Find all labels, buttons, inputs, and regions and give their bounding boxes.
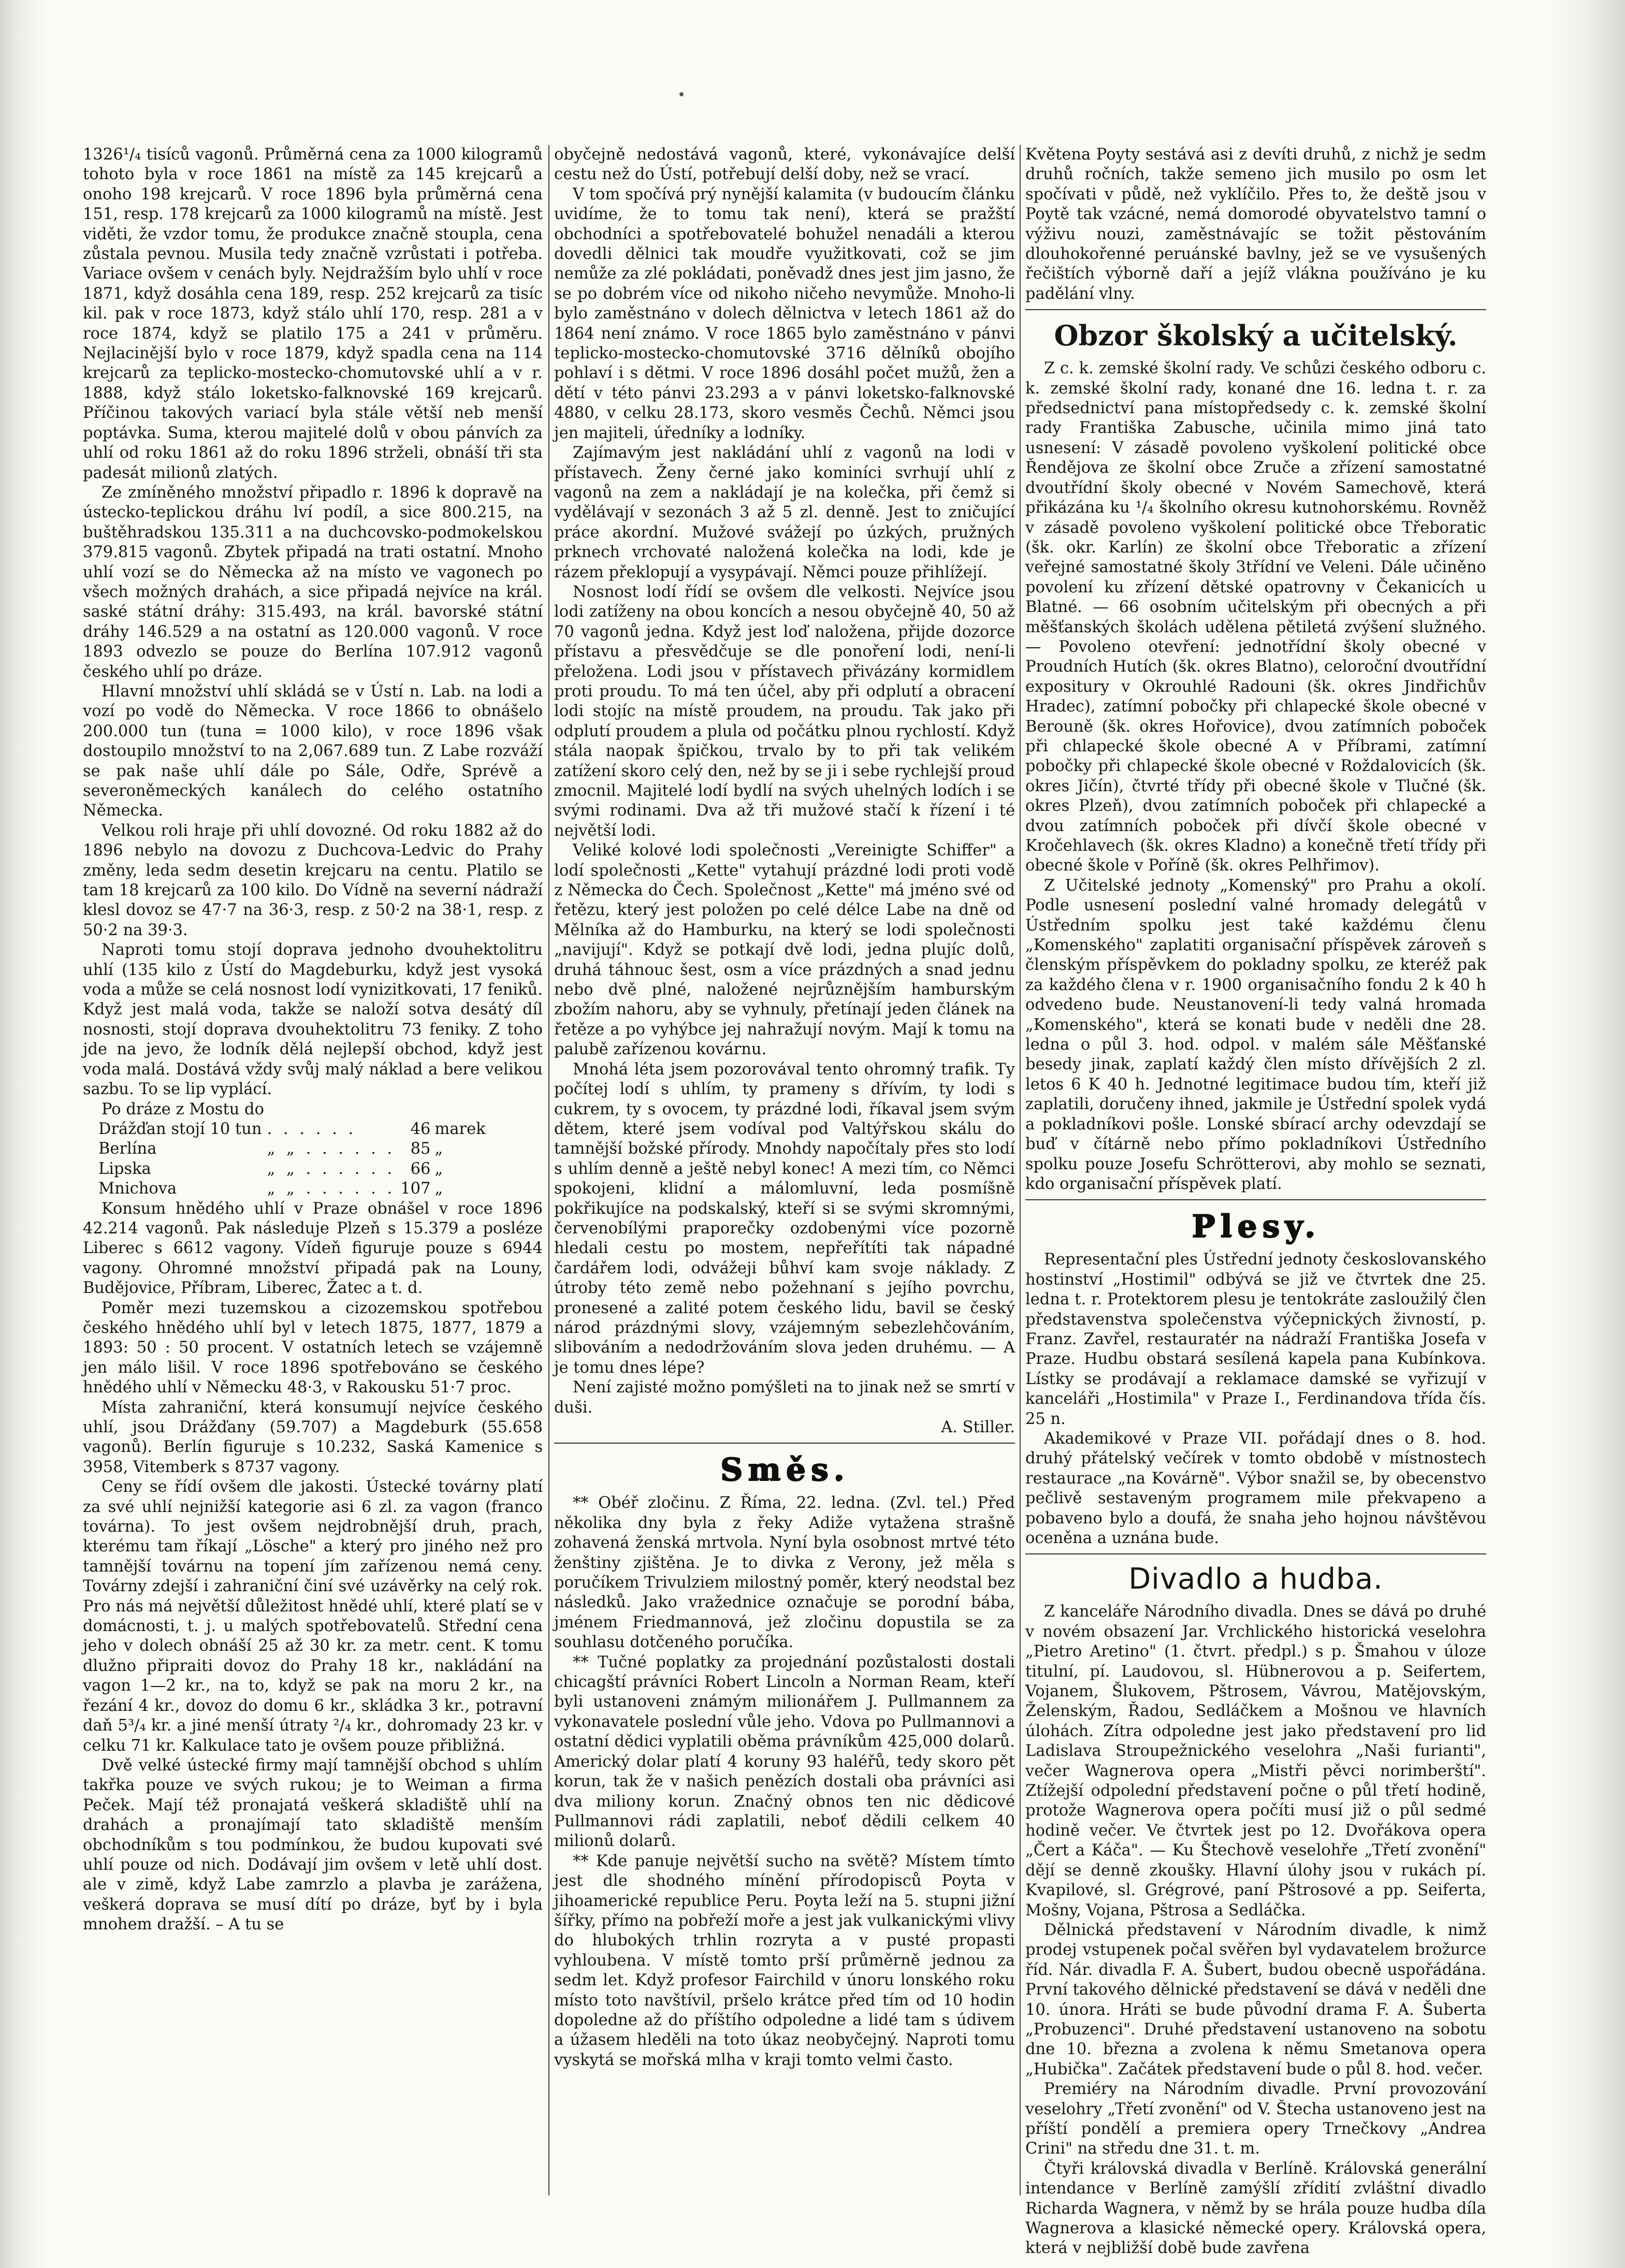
tariff-unit: „ (434, 1159, 443, 1178)
tariff-value: 46 (410, 1120, 431, 1138)
tariff-row (98, 1179, 486, 1199)
article-paragraph: Zajímavým jest nakládání uhlí z vagonů na lodi v přístavech. Ženy černé jako kominíci svrhují uhlí z vagonů na zem a nakládají je na kolečka, při čemž si vydělávají v sezonách 3 až 5 zl. denně. Jest to zničující práce akordní. Mužové svážejí po úzkých, pružných prknech vrchovaté naložená kolečka na lodi, kde je rázem překlopují a vysypávají. Němci pouze přihlížejí. (554, 444, 1015, 581)
tariff-row (98, 1120, 486, 1139)
column-rule-2 (1020, 145, 1021, 2196)
article-paragraph: Ceny se řídí ovšem dle jakosti. Ústecké továrny platí za své uhlí nejnižší kategorie asi 6 zl. za vagon (franco továrna). To jest ovšem nejdrobnější druh, prach, kterému tam říkají „Lösche" a který pro jiného než pro tamnější továrnu na topení jím zařízenou nemá ceny. Továrny zdejší i zahraniční činí své uzávěrky na celý rok. Pro nás má největší důležitost hnědé uhlí, které platí se v domácnosti, t. j. u malých spotřebovatelů. Střední cena jeho v dolech obnáší 25 až 30 kr. za metr. cent. K tomu dlužno připraiti dovoz do Prahy 18 kr., nakládání na vagon 1—2 kr., na to, když se pak na moru 2 kr., na řezání 4 kr., dovoz do domu 6 kr., skládka 3 kr., potravní daň 5³/₄ kr. a jiné menší útraty ²/₄ kr., dohromady 23 kr. v celku 71 kr. Kalkulace tato je ovšem pouze přibližná. (83, 1478, 543, 1755)
article-paragraph: Nosnost lodí řídí se ovšem dle velkosti. Nejvíce jsou lodi zatíženy na obou koncích a nesou obyčejně 40, 50 až 70 vagonů jedna. Když jest loď naložena, přijde dozorce přístavu a přesvědčuje se dle ponoření lodi, není-li přeložena. Lodi jsou v přístavech přivázány kormidlem proti proudu. To má ten účel, aby při odplutí a obracení lodi stojíc na místě proudem, na proudu. Tak jako při odplutí proudem a plula od počátku plnou rychlostí. Když stála naopak špičkou, trvalo by to při tak velikém zatížení skoro celý den, než by se ji i sebe rychlejší proud zmocnil. Majitelé lodí bydlí na svých uhelných lodích i se svými rodinami. Dva až tři mužové stačí k řízení i té největší lodi. (554, 583, 1015, 840)
article-paragraph: Ze zmíněného množství připadlo r. 1896 k dopravě na ústecko-teplickou dráhu lví podíl, a sice 800.215, na buštěhradskou 135.311 a na duchcovsko-podmokelskou 379.815 vagonů. Zbytek připadá na trati ostatní. Mnoho uhlí vozí se do Německa až na místo ve vagonech po všech možných drahách, a sice připadá nejvíce na král. saské státní dráhy: 315.493, na král. bavorské státní dráhy 146.529 a na ostatní as 120.000 vagonů. V roce 1893 odvezlo se pouze do Berlína 107.912 vagonů českého uhlí po dráze. (83, 483, 543, 681)
column-2 (554, 145, 1015, 2196)
news-item: ** Obéř zločinu. Z Říma, 22. ledna. (Zvl. tel.) Před několika dny byla z řeky Adiže vytažena strašně zohavená ženská mrtvola. Nyní byla osobnost mrtvé této ženštiny zjištěna. Je to divka z Verony, jež měla s poručíkem Trivulziem milostný poměr, který neodstal bez následků. Jako vražednice označuje se porodní bába, jménem Friedmannová, jež zločinu dopustila se za souhlasu dotčeného poručíka. (554, 1494, 1015, 1652)
tariff-dots: „ „ . . . . . . (267, 1159, 396, 1178)
tariff-place: Lipska (98, 1159, 151, 1178)
article-paragraph: Mnohá léta jsem pozorovával tento ohromný trafik. Ty počítej lodí s uhlím, ty prameny s dřívím, ty lodi s cukrem, ty s ovocem, ty prázdné lodi, říkaval jsem svým dětem, které jsem vodíval pod Valtýřskou skálu do tamnější božské přírody. Mnohdy napočítaly přes sto lodí s uhlím denně a ještě nebyl konec! A mezi tím, co Němci spokojeni, klidní a málomluvní, leda posmíšně pokřikujíce na podskalský, kteří si se svými skromnými, červenobílými praporečky ozdobenými více pozorně hledali cestu po mostem, nepřeřítíti tak nápadné čardářem lodi, odvážeji bůhví kam svoje náklady. Z útroby této země nebo požehnaní s jejího povrchu, pronesené a zalité potem českého lidu, bavil se český národ prázdnými slovy, vzájemným sebezlehčováním, slibováním a nedodržováním slova jeden druhému. — A je tomu dnes lépe? (554, 1060, 1015, 1377)
news-item: ** Kde panuje největší sucho na světě? Místem tímto jest dle shodného mínění přírodopisců Poyta v jihoamerické republice Peru. Poyta leží na 5. stupni jižní šířky, přímo na pobřeží moře a jest jak vulkanickými vlivy do hlubokých trhlin rozryta a v pusté propasti vyhloubena. V místě tomto prší průměrně jednou za sedm let. Když profesor Fairchild v únoru lonského roku místo toto navštívil, pršelo krátce před tím od 10 hodin dopoledne až do příštího odpoledne a lidé tam s údivem a úžasem hleděli na toto úkaz neobyčejný. Naproti tomu vyskytá se mořská mlha v kraji tomto velmi často. (554, 1852, 1015, 2069)
article-signature: A. Stiller. (941, 1418, 1015, 1436)
news-item: Premiéry na Národním divadle. První provozování veselohry „Třetí zvonění" od V. Štecha ustanoveno jest na příští pondělí a premiera opery Trnečkovy „Andrea Crini" na středu dne 31. t. m. (1025, 2080, 1486, 2158)
section-divider (1025, 1553, 1486, 1554)
tariff-dots: „ „ . . . . . . (267, 1180, 396, 1198)
section-heading-smes: Směs. (720, 1451, 849, 1488)
article-paragraph: obyčejně nedostává vagonů, které, vykonávajíce delší cestu než do Ústí, potřebují delší doby, než se vrací. (554, 146, 1015, 184)
news-item: Akademikové v Praze VII. pořádají dnes o 8. hod. druhý přátelský večírek v tomto obdobě v místnostech restaurace „na Kovárně". Výbor snažil se, by obecenstvo pečlivě sestaveným programem mile překvapeno a pobaveno bylo a doufá, že snaha jeho hojnou návštěvou oceněna a uznána bude. (1025, 1429, 1486, 1547)
section-divider (1025, 1199, 1486, 1200)
tariff-row (98, 1159, 486, 1179)
tariff-dots: . . . . . . (267, 1120, 357, 1138)
news-item: Representační ples Ústřední jednoty českoslovanského hostinství „Hostimil" odbývá se již ve čtvrtek dne 25. ledna t. r. Protektorem plesu je tentokráte zasloužilý člen představenstva společenstva výčepnických živností, p. Franz. Zavřel, restauratér na nádraží Františka Josefa v Praze. Hudbu obstará sesílená kapela pana Kubínkova. Lístky se prodávají a reklamace damské se vyřizují v kanceláři „Hostimila" v Praze I., Ferdinandova třída čís. 25 n. (1025, 1251, 1486, 1428)
tariff-place: Drážďan stojí 10 tun (98, 1120, 262, 1138)
article-paragraph: Není zajisté možno pomýšleti na to jinak než se smrtí v duši. (554, 1378, 1015, 1417)
tariff-intro: Po dráze z Mostu do (101, 1100, 264, 1118)
section-heading-obzor: Obzor školský a učitelský. (1054, 319, 1458, 353)
article-paragraph: Konsum hnědého uhlí v Praze obnášel v roce 1896 42.214 vagonů. Pak následuje Plzeň s 15.379 a posléze Liberec s 6612 vagony. Vídeň figuruje pouze s 6944 vagony. Ohromné množství připadá pak na Louny, Budějovice, Příbram, Liberec, Žatec a t. d. (83, 1199, 543, 1298)
section-divider (1025, 309, 1486, 310)
section-heading-plesy: Plesy. (1191, 1208, 1321, 1245)
article-paragraph: Veliké kolové lodi společnosti „Vereinigte Schiffer" a lodí společnosti „Kette" vytahují prázdné lodi proti vodě z Německa do Čech. Společnost „Kette" má jméno své od řetězu, který jest položen po celé délce Labe na dně od Mělníka až do Hamburku, na který se lodi společnosti „navijují". Když se potkají dvě lodi, jedna plujíc dolů, druhá táhnouc šest, osm a více prázdných a snad jednu nebo dvě plné, naložené nejrůznějším hamburským zbožím nahoru, aby se vyhnuly, přetínají jeden článek na řetěze a po vyhýbce jej nahražují novým. Mají k tomu na palubě zařízenou kovárnu. (554, 841, 1015, 1059)
tariff-table (98, 1120, 486, 1199)
page-speck (679, 92, 684, 96)
article-paragraph: Naproti tomu stojí doprava jednoho dvouhektolitru uhlí (135 kilo z Ústí do Magdeburku, když jest vysoká voda a může se celá nosnost lodí vynizitkovati, 17 feniků. Když jest malá voda, takže se naloží sotva desátý díl nosnosti, stojí doprava dvouhektolitru 73 feniky. Z toho jde na jevo, že lodník dělá nejlepší obchod, když jest voda malá. Dostává vždy svůj malý náklad a bere velikou sazbu. To se lip vyplácí. (83, 941, 543, 1099)
article-paragraph: 1326¹/₄ tisíců vagonů. Průměrná cena za 1000 kilogramů tohoto byla v roce 1861 na místě za 145 krejcarů a onoho 198 krejcarů. V roce 1896 byla průměrná cena 151, resp. 178 krejcarů za 1000 kilogramů na místě. Jest viděti, že vzdor tomu, že produkce značně stoupla, cena zůstala pevnou. Musila tedy značně vzrůstati i potřeba. Variace ovšem v cenách byly. Nejdražším bylo uhlí v roce 1871, když dosáhla cena 189, resp. 252 krejcarů za tisíc kil. pak v roce 1873, když stálo uhlí 170, resp. 281 a v roce 1874, když se platilo 175 a 241 v průměru. Nejlacinější bylo v roce 1879, když spadla cena na 114 krejcarů za teplicko-mostecko-chomutovské uhlí a v r. 1888, když stálo loketsko-falknovské 169 krejcarů. Příčinou takových variací byla stále větší neb menší poptávka. Suma, kterou majitelé dolů v obou pánvích za uhlí od roku 1861 až do roku 1896 strželi, obnáší tři sta padesát milionů zlatých. (83, 146, 543, 482)
news-item: Z c. k. zemské školní rady. Ve schůzi českého odboru c. k. zemské školní rady, konané dne 16. ledna t. r. za předsednictví pana místopředsedy c. k. zemské školní rady Františka Zabusche, učinila mimo jiná tato usnesení: V zásadě povoleno vyškolení politické obce Řendějova ze školní obce Zruče a zřízení samostatné dvoutřídní školy obecné v Novém Samechově, která přikázána ku ¹/₄ školního okresu kutnohorskému. Rovněž v zásadě povoleno vyškolení politické obce Třeboratic (šk. okr. Karlín) ze školní obce Třeboratic a zřízení veřejné samostatné školy 3třídní ve Veleni. Dále učiněno povolení ku zřízení dětské opatrovny v Čekanicích u Blatné. — 66 osobním učitelským při obecných a při měšťanských školách udělena pětiletá zvýšení služného. — Povoleno otevření: jednotřídní školy obecné v Proudních Hutích (šk. okres Blatno), celoroční dvoutřídní expositury v Okrouhlé Radouni (šk. okres Jindřichův Hradec), zatímní pobočky při chlapecké škole obecné v Berouně (šk. okres Hořovice), dvou zatímních poboček při chlapecké škole obecné A v Příbrami, zatímní pobočky při chlapecké škole obecné v Roždalovicích (šk. okres Jičín), čtvrté třídy při obecné škole v Tlučné (šk. okres Plzeň), dvou zatímních poboček při chlapecké a dvou zatímních poboček při dívčí škole obecné v Kročehlavech (šk. okres Kladno) a konečně třetí třídy při obecné škole v Poříně (šk. okres Pelhřimov). (1025, 359, 1486, 875)
section-divider (554, 1443, 1015, 1444)
news-item: Čtyři královská divadla v Berlíně. Královská generální intendance v Berlíně zamýšlí zřídití zvláštní divadlo Richarda Wagnera, v němž by se hrála pouze hudba díla Wagnerova a klasické německé opery. Královská opera, která v nejbližší době bude zavřena (1025, 2159, 1486, 2258)
news-item: Dělnická představení v Národním divadle, k nimž prodej vstupenek počal svěřen byl vydavatelem brožurce říd. Nár. divadla F. A. Šubert, budou obecně uspořádána. První takového dělnické představení se dává v neděli dne 10. února. Hráti se bude původní drama F. A. Šuberta „Probuzenci". Druhé představení ustanoveno na sobotu dne 10. března a zvolena k němu Smetanova opera „Hubička". Začátek představení bude o půl 8. hod. večer. (1025, 1921, 1486, 2078)
column-rule-1 (548, 145, 549, 2196)
tariff-unit: marek (434, 1120, 486, 1138)
tariff-unit: „ (434, 1180, 443, 1198)
news-item: Z Učitelské jednoty „Komenský" pro Prahu a okolí. Podle usnesení poslední valné hromady delegátů v Ústředním spolku jest také každému členu „Komenského" zaplatiti organisační příspěvek zároveň s členským příspěvkem do pokladny spolku, ze kteréž pak za každého člena v r. 1900 organisačního fondu 2 k 40 h odvedeno bude. Neustanovení-li tedy valná hromada „Komenského", která se konati bude v neděli dne 28. ledna o půl 3. hod. odpol. v malém sále Měšťanské besedy jinak, zaplatí každý člen místo dřívějších 2 zl. letos 6 K 40 h. Jednotné legitimace budou tím, kteří již zaplatili, doručeny ihned, jakmile je Ústřední spolek vydá a pokladníkovi pošle. Lonské sbírací archy odevzdají se buď v čítárně nebo přímo pokladníkovi Ústředního spolku pouze Josefu Schrötterovi, aby mohlo se seznati, kdo organisační příspěvek platí. (1025, 876, 1486, 1193)
article-paragraph: V tom spočívá prý nynější kalamita (v budoucím článku uvidíme, že to tomu tak není), která se pražští obchodníci a spotřebovatelé bohužel nenadáli a kterou dovedli dělnici tak moudře využitkovati, což se jim nemůže za zlé pokládati, poněvadž dnes jest jim jasno, že se po dobrém více od nikoho ničeho nevymůže. Mnoho-li bylo zaměstnáno v dolech dělnictva v letech 1861 až do 1864 není známo. V roce 1865 bylo zaměstnáno v pánvi teplicko-mostecko-chomutovské 3716 dělníků obojího pohlaví i s dětmi. V roce 1896 dosáhl počet mužů, žen a dětí v této pánvi 23.293 a v pánvi loketsko-falknovské 4880, v celku 28.173, skoro vesměs Čechů. Němci jsou jen majiteli, úředníky a lodníky. (554, 185, 1015, 442)
tariff-value: 85 (410, 1140, 431, 1158)
tariff-unit: „ (434, 1140, 443, 1158)
article-paragraph: Místa zahraniční, která konsumují nejvíce českého uhlí, jsou Drážďany (59.707) a Magdeburk (55.658 vagonů). Berlín figuruje s 10.232, Saská Kamenice s 3958, Vitemberk s 8737 vagony. (83, 1398, 543, 1476)
tariff-dots: „ „ . . . . . . (267, 1140, 396, 1158)
article-paragraph: Hlavní množství uhlí skládá se v Ústí n. Lab. na lodi a vozí po vodě do Německa. V roce 1866 to obnášelo 200.000 tun (tuna = 1000 kilo), v roce 1896 však dostoupilo množství to na 2,067.689 tun. Z Labe rozváží se pak naše uhlí dále po Sále, Odře, Sprévě a severoněmeckých kanálech do celého ostatního Německa. (83, 682, 543, 820)
tariff-place: Mnichova (98, 1180, 177, 1198)
column-1 (83, 145, 543, 2196)
article-paragraph: Velkou roli hraje při uhlí dovozné. Od roku 1882 až do 1896 nebylo na dovozu z Duchcova-Ledvic do Prahy změny, leda sedm desetin krejcaru na centu. Platilo se tam 18 krejcarů za 100 kilo. Do Vídně na severní nádraží klesl dovoz se 47·7 na 36·3, resp. z 50·2 na 38·1, resp. z 50·2 na 39·3. (83, 821, 543, 939)
article-paragraph: Květena Poyty sestává asi z devíti druhů, z nichž je sedm druhů ročních, takže semeno jich musilo po osm let spočívati v půdě, než vyklíčilo. Přes to, že deště jsou v Poytě tak vzácné, nemá domorodé obyvatelstvo tamní o výživu nouzi, zaměstnávajíc se tožit pěstováním dlouhokořenné peruánské bavlny, jež se ve vysušených řečištích výborně daří a jejíž vlákna používáno je ku padělání vlny. (1025, 146, 1486, 303)
tariff-place: Berlína (98, 1140, 157, 1158)
column-3 (1025, 145, 1486, 2258)
section-heading-divadlo: Divadlo a hudba. (1128, 1562, 1383, 1596)
tariff-value: 107 (400, 1180, 431, 1198)
news-item: Z kanceláře Národního divadla. Dnes se dává po druhé v novém obsazení Jar. Vrchlického historická veselohra „Pietro Aretino" (1. čtvrt. předpl.) s p. Šmahou v úloze titulní, pí. Laudovou, sl. Hübnerovou a p. Seifertem, Vojanem, Šlukovem, Pštrosem, Vávrou, Matějovským, Želenským, Řadou, Sedláčkem a Mošnou ve hlavních úlohách. Zítra odpoledne jest jako představení pro lid Ladislava Stroupežnického veselohra „Naši furianti", večer Wagnerova opera „Mistři pěvci norimberští". Ztížejší odpolední představení počne o půl třetí hodině, protože Wagnerova opera počíti musí již o půl sedmé hodině večer. Ve čtvrtek jest po 12. Dvořákova opera „Čert a Káča". — Ku Štechově veselohře „Třetí zvonění" dějí se denně zkoušky. Hlavní úlohy jsou v rukách pí. Kvapilové, sl. Grégrové, paní Pštrosové a pp. Seiferta, Mošny, Vojana, Pštrosa a Sedláčka. (1025, 1603, 1486, 1920)
article-paragraph: Dvě velké ústecké firmy mají tamnější obchod s uhlím takřka pouze ve svých rukou; je to Weiman a firma Peček. Mají též pronajatá veškerá skladiště uhlí na drahách a pronajímají tato skladiště menším obchodníkům s tou podmínkou, že budou kupovati své uhlí pouze od nich. Dodávají jim ovšem v letě uhlí dost. ale v zimě, když Labe zamrzlo a plavba je zarážena, veškerá doprava se musí dítí po dráze, byť by i byla mnohem dražší. – A tu se (83, 1756, 543, 1934)
news-item: ** Tučné poplatky za projednání pozůstalosti dostali chicagští právníci Robert Lincoln a Norman Ream, kteří byli ustanoveni známým milionářem J. Pullmannem za vykonavatele poslední vůle jeho. Vdova po Pullmannovi a ostatní dědici vyplatili oběma právníkům 425,000 dolarů. Americký dolar platí 4 koruny 93 haléřů, tedy skoro pět korun, tak že v našich penězích dostali oba právníci asi dva miliony korun. Značný obnos ten nic dědicové Pullmannovi rádi zaplatili, neboť dědili celkem 40 milionů dolarů. (554, 1653, 1015, 1851)
article-paragraph: Poměr mezi tuzemskou a cizozemskou spotřebou českého hnědého uhlí byl v letech 1875, 1877, 1879 a 1893: 50 : 50 procent. V ostatních letech se vzájemně jen málo lišil. V roce 1896 spotřebováno se českého hnědého uhlí v Německu 48·3, v Rakousku 51·7 proc. (83, 1299, 543, 1397)
tariff-row (98, 1139, 486, 1159)
tariff-value: 66 (410, 1159, 431, 1178)
